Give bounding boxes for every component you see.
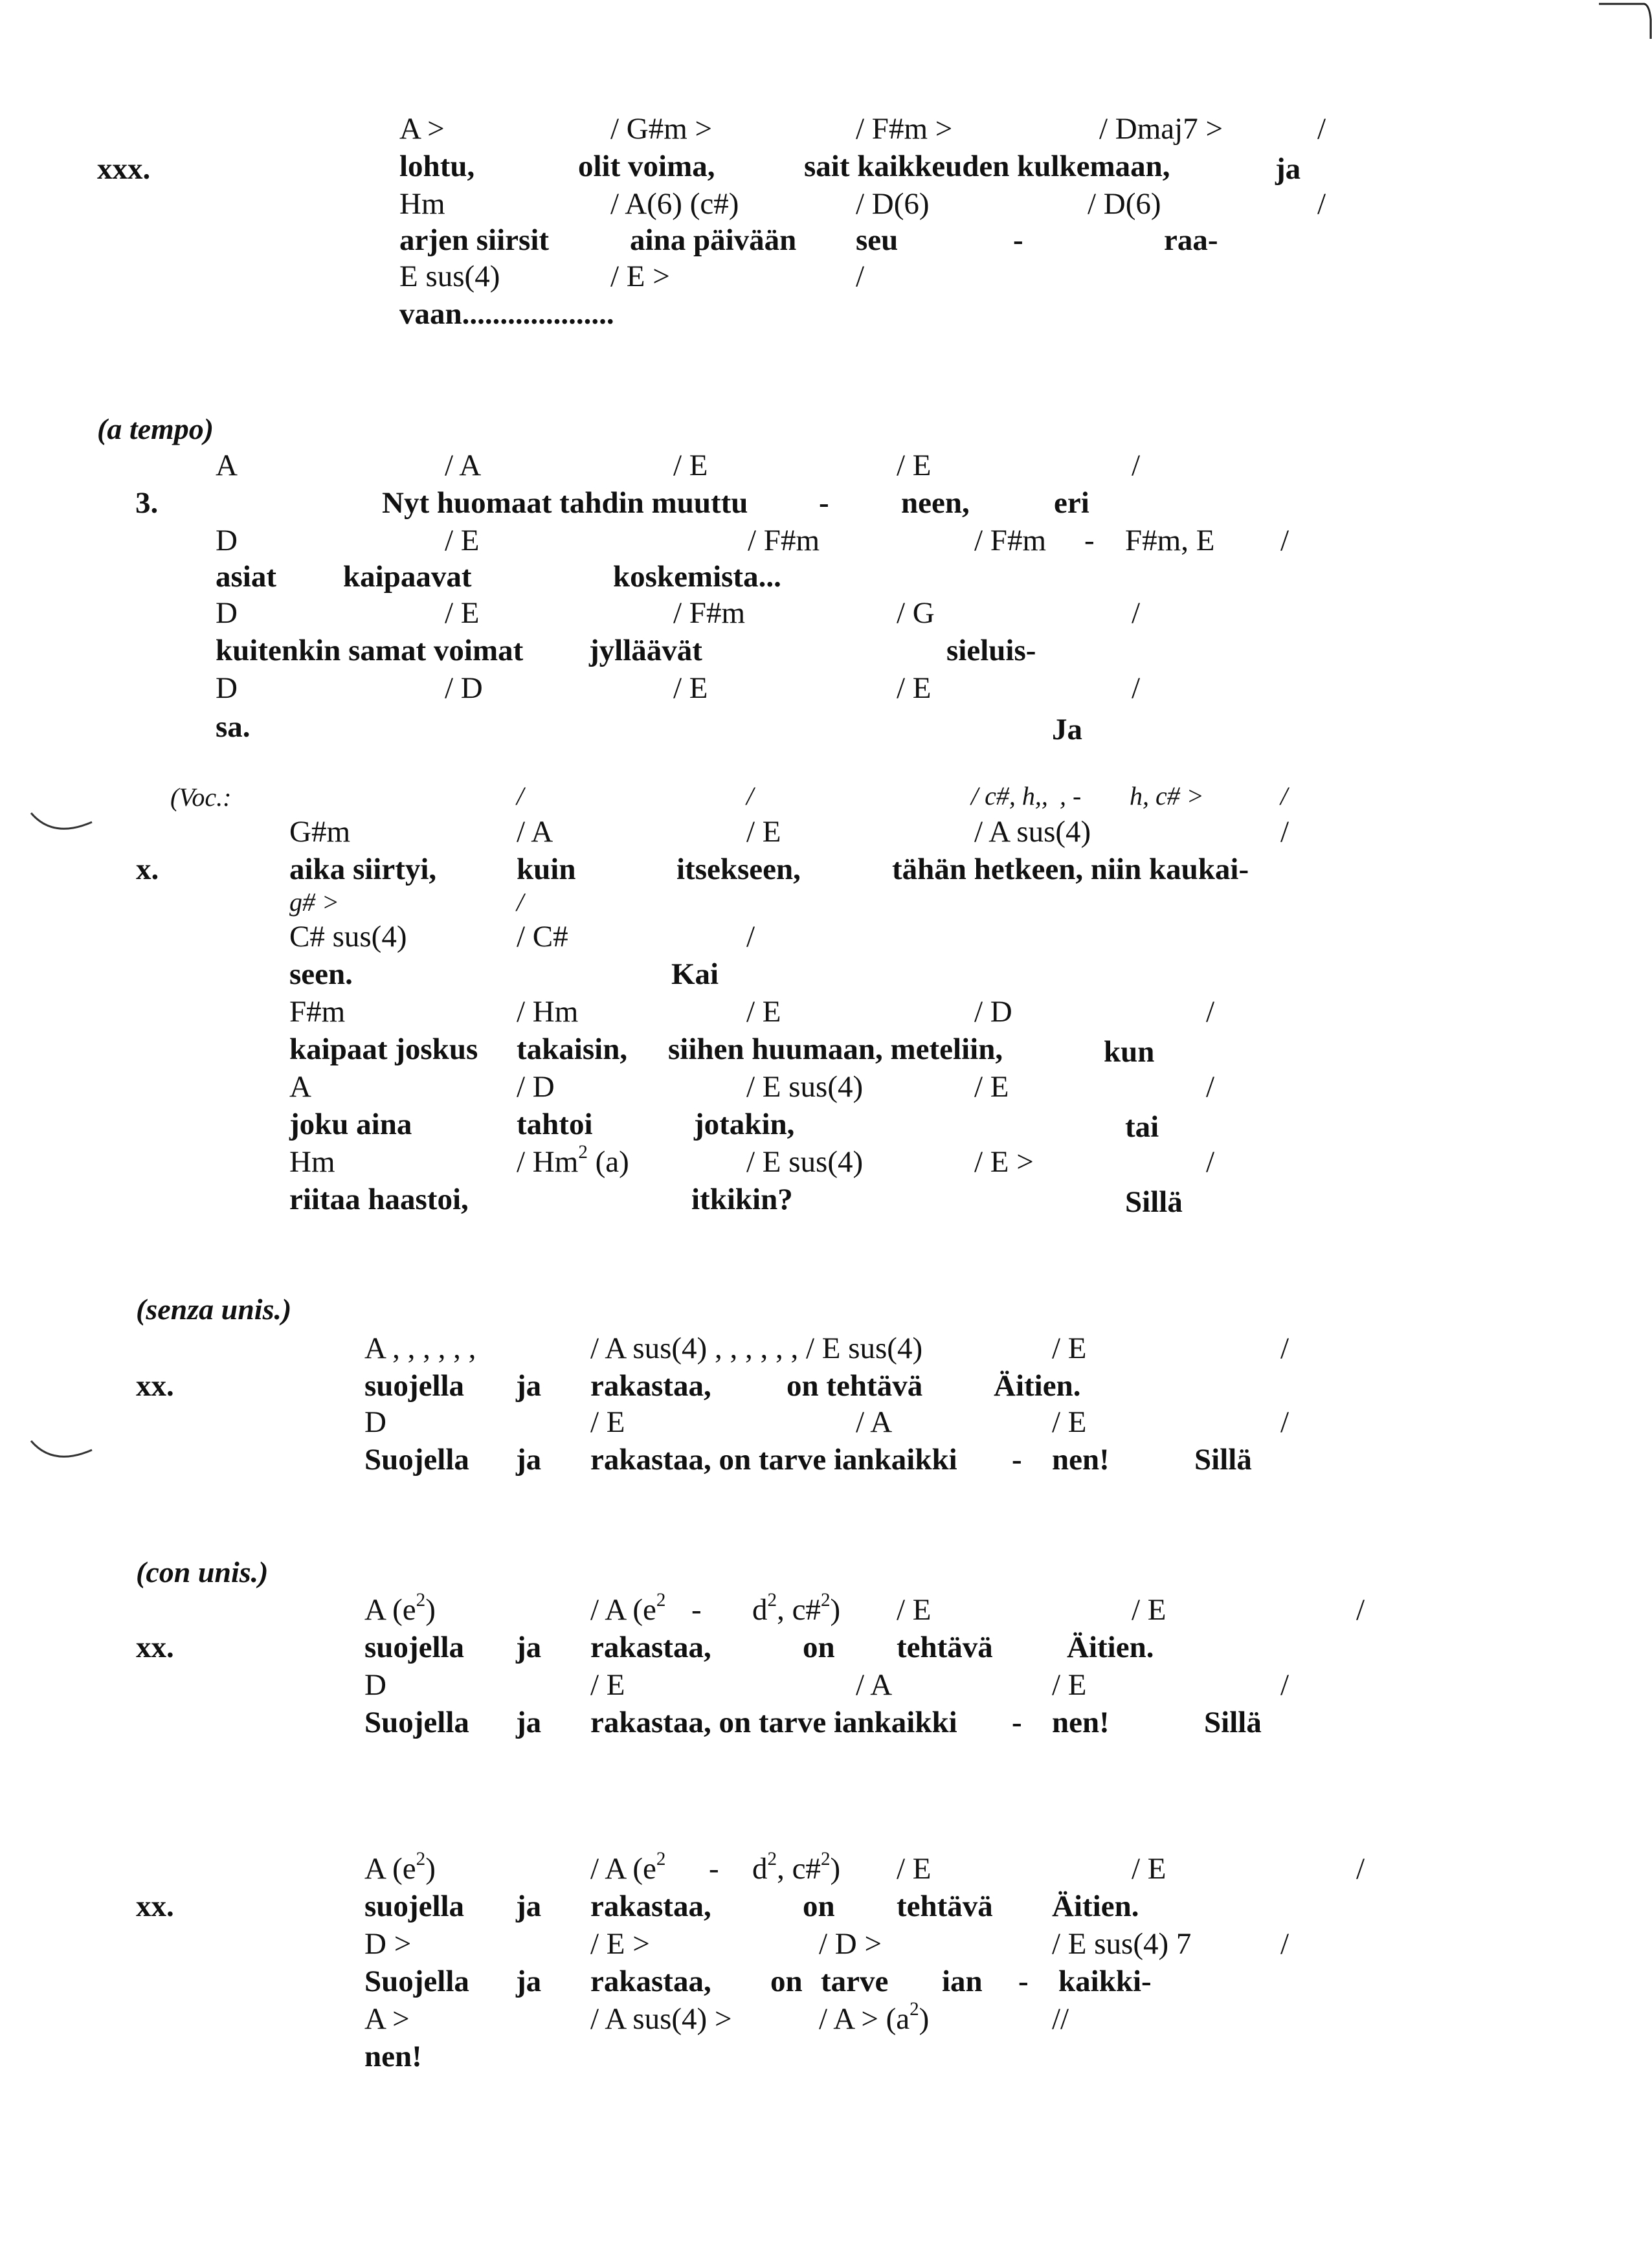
chord: / E sus(4) 7 bbox=[1052, 1927, 1192, 1961]
chord: / A sus(4) bbox=[974, 815, 1091, 849]
lyric: kaipaat joskus bbox=[289, 1032, 478, 1066]
lyric: rakastaa, bbox=[590, 1631, 711, 1664]
lyric: takaisin, bbox=[517, 1032, 628, 1066]
lyric: Suojella bbox=[364, 1965, 469, 1998]
chord: / A ($e^2$ bbox=[590, 1589, 666, 1627]
chord: / A sus(4) , , , , , , / E sus(4) bbox=[590, 1332, 923, 1365]
lyric: asiat bbox=[216, 560, 276, 594]
lyric: rakastaa, on tarve iankaikki bbox=[590, 1706, 957, 1739]
chord: / E bbox=[1132, 1852, 1166, 1886]
bar-line: / bbox=[1206, 1070, 1215, 1104]
chord: / E sus(4) bbox=[746, 1145, 864, 1179]
chord: / E bbox=[1052, 1668, 1087, 1702]
lyric: seu bbox=[856, 223, 899, 257]
pencil-tie-mark bbox=[27, 808, 98, 840]
bar-line: / bbox=[1280, 1668, 1289, 1702]
chord: F#m, E bbox=[1125, 524, 1215, 557]
lyric: aina päivään bbox=[630, 223, 797, 257]
chord: F#m bbox=[289, 995, 346, 1029]
lyric: nen! bbox=[1052, 1443, 1110, 1477]
tempo-heading: (a tempo) bbox=[97, 412, 214, 445]
lyric: Sillä bbox=[1204, 1706, 1262, 1739]
voice-notes: / c#, h,, bbox=[971, 781, 1048, 810]
chord: / $A > (a^2)$ bbox=[819, 1998, 930, 2036]
lyric: seen. bbox=[289, 957, 353, 991]
bar-line: / bbox=[1132, 449, 1141, 482]
lyric: on bbox=[803, 1890, 835, 1923]
chord: G#m bbox=[289, 815, 350, 849]
lyric: itkikin? bbox=[691, 1183, 793, 1216]
lyric: kun bbox=[1104, 1035, 1155, 1069]
lyric-hyphen: - bbox=[1012, 1706, 1022, 1739]
voice-bar-line: / bbox=[517, 887, 524, 917]
chord: A bbox=[289, 1070, 311, 1104]
voice-notes: g# > bbox=[289, 887, 339, 917]
lyric: sieluis- bbox=[946, 634, 1036, 667]
lyric: neen, bbox=[901, 486, 970, 520]
chord: C# sus(4) bbox=[289, 920, 407, 953]
chord: / F#m > bbox=[856, 112, 953, 146]
bar-line: / bbox=[1132, 596, 1141, 630]
lyric-hyphen: - bbox=[1013, 223, 1023, 257]
chord: / A(6) (c#) bbox=[610, 187, 739, 221]
chord: / A bbox=[856, 1405, 893, 1439]
lyric: nen! bbox=[1052, 1706, 1110, 1739]
voice-bar-line: / bbox=[746, 781, 754, 810]
lyric: koskemista... bbox=[613, 560, 781, 594]
lyric: on bbox=[803, 1631, 835, 1664]
lyric-hyphen: - bbox=[819, 486, 829, 520]
chord: A , , , , , , bbox=[364, 1332, 476, 1365]
bar-line: / bbox=[1280, 524, 1289, 557]
chord: Hm bbox=[399, 187, 445, 221]
bar-line: / bbox=[1206, 995, 1215, 1029]
lyric: eri bbox=[1054, 486, 1089, 520]
lyric: riitaa haastoi, bbox=[289, 1183, 469, 1216]
final-bar-line: // bbox=[1052, 2002, 1069, 2036]
lyric: kuitenkin samat voimat bbox=[216, 634, 524, 667]
voice-bar-line: / bbox=[1280, 781, 1288, 810]
chord: / F#m bbox=[673, 596, 746, 630]
lyric: raa- bbox=[1164, 223, 1218, 257]
chord: E sus(4) bbox=[399, 260, 500, 293]
chord: D bbox=[364, 1405, 386, 1439]
chord: / F#m bbox=[974, 524, 1047, 557]
section-heading: (con unis.) bbox=[136, 1555, 269, 1589]
voice-notes: h, c# > bbox=[1130, 781, 1204, 810]
verse-marker: xx. bbox=[136, 1369, 174, 1403]
lyric: Sillä bbox=[1194, 1443, 1252, 1477]
lyric-hyphen: - bbox=[1012, 1443, 1022, 1477]
chord: D bbox=[364, 1668, 386, 1702]
lyric-hyphen: - bbox=[1018, 1965, 1029, 1998]
lyric: ja bbox=[516, 1443, 542, 1477]
lyric: Äitien. bbox=[994, 1369, 1081, 1403]
lyric: ja bbox=[516, 1890, 542, 1923]
chord: / E bbox=[445, 524, 480, 557]
lyric: rakastaa, on tarve iankaikki bbox=[590, 1443, 957, 1477]
chord: / E > bbox=[974, 1145, 1034, 1179]
bar-line: / bbox=[1280, 815, 1289, 849]
lyric: rakastaa, bbox=[590, 1369, 711, 1403]
voice-notes: , - bbox=[1060, 781, 1082, 810]
chord: A $(e^2)$ bbox=[364, 1589, 436, 1627]
voice-label: (Voc.: bbox=[170, 783, 232, 812]
chord: / D bbox=[517, 1070, 555, 1104]
lyric: kaikki- bbox=[1058, 1965, 1152, 1998]
lyric: tarve bbox=[821, 1965, 889, 1998]
chord: / A bbox=[445, 449, 482, 482]
bar-line: / bbox=[746, 920, 755, 953]
pencil-tie-mark-2 bbox=[27, 1436, 98, 1468]
chord: / D(6) bbox=[856, 187, 930, 221]
chord: / E bbox=[897, 1593, 932, 1627]
lyric: Sillä bbox=[1125, 1185, 1183, 1219]
verse-marker: xxx. bbox=[97, 152, 151, 186]
section-heading: (senza unis.) bbox=[136, 1293, 292, 1326]
chord: A > bbox=[399, 112, 445, 146]
lyric: itsekseen, bbox=[676, 853, 801, 886]
bar-line: / bbox=[1356, 1852, 1365, 1886]
chord: / E bbox=[590, 1405, 625, 1439]
chord: / E bbox=[1132, 1593, 1166, 1627]
lyric: ja bbox=[516, 1965, 542, 1998]
verse-marker: x. bbox=[136, 853, 159, 886]
chord: A $(e^2)$ bbox=[364, 1848, 436, 1886]
chord: / D(6) bbox=[1088, 187, 1161, 221]
chord: A bbox=[216, 449, 238, 482]
chord: / E > bbox=[610, 260, 670, 293]
lyric: Äitien. bbox=[1067, 1631, 1154, 1664]
chord: / F#m bbox=[748, 524, 820, 557]
chord: $d^2$, c#$^2$) bbox=[752, 1848, 841, 1886]
chord: / G bbox=[897, 596, 935, 630]
lyric: ja bbox=[1275, 152, 1301, 186]
chord-hyphen: - bbox=[691, 1593, 702, 1627]
chord: D bbox=[216, 524, 238, 557]
lyric: aika siirtyi, bbox=[289, 853, 437, 886]
bar-line: / bbox=[1206, 1145, 1215, 1179]
chord: D bbox=[216, 596, 238, 630]
lyric: kuin bbox=[517, 853, 576, 886]
lyric: tahtoi bbox=[517, 1108, 593, 1141]
chord: / E bbox=[897, 1852, 932, 1886]
chord: / E sus(4) bbox=[746, 1070, 864, 1104]
lyric: suojella bbox=[364, 1631, 465, 1664]
chord: A > bbox=[364, 2002, 410, 2036]
verse-marker: xx. bbox=[136, 1890, 174, 1923]
lyric: olit voima, bbox=[578, 150, 715, 183]
chord: / Hm bbox=[517, 995, 579, 1029]
lyric: tai bbox=[1125, 1110, 1159, 1144]
lyric: sa. bbox=[216, 710, 251, 744]
chord: / E bbox=[445, 596, 480, 630]
lyric: ian bbox=[942, 1965, 983, 1998]
lyric: kaipaavat bbox=[343, 560, 472, 594]
bar-line: / bbox=[856, 260, 865, 293]
lyric: Äitien. bbox=[1052, 1890, 1139, 1923]
chord: / G#m > bbox=[610, 112, 713, 146]
lyric: siihen huumaan, meteliin, bbox=[668, 1032, 1003, 1066]
lyric: ja bbox=[516, 1706, 542, 1739]
bar-line: / bbox=[1132, 671, 1141, 705]
chord: / A sus(4) > bbox=[590, 2002, 732, 2036]
chord: / E bbox=[673, 449, 708, 482]
chord: / Dmaj7 > bbox=[1099, 112, 1223, 146]
lyric: Ja bbox=[1052, 713, 1082, 746]
lyric: arjen siirsit bbox=[399, 223, 550, 257]
lyric: Nyt huomaat tahdin muuttu bbox=[382, 486, 748, 520]
lyric: ja bbox=[516, 1631, 542, 1664]
lyric: rakastaa, bbox=[590, 1965, 711, 1998]
chord: / D bbox=[445, 671, 483, 705]
lyric: tehtävä bbox=[897, 1631, 993, 1664]
bar-line: / bbox=[1280, 1927, 1289, 1961]
chord: / E bbox=[1052, 1405, 1087, 1439]
lyric: Suojella bbox=[364, 1706, 469, 1739]
chord: / A bbox=[517, 815, 553, 849]
lyric: vaan.................... bbox=[399, 297, 614, 331]
chord: Hm bbox=[289, 1145, 335, 1179]
lyric: on bbox=[770, 1965, 803, 1998]
lyric: tehtävä bbox=[897, 1890, 993, 1923]
chord-hyphen: - bbox=[709, 1852, 719, 1886]
lyric: Kai bbox=[671, 957, 719, 991]
page-edge-mark bbox=[1599, 0, 1652, 39]
lyric: Suojella bbox=[364, 1443, 469, 1477]
lyric: jotakin, bbox=[694, 1108, 795, 1141]
chord: D > bbox=[364, 1927, 412, 1961]
chord: / E bbox=[746, 995, 781, 1029]
chord: / E bbox=[673, 671, 708, 705]
lyric: on tehtävä bbox=[787, 1369, 923, 1403]
chord: / D > bbox=[819, 1927, 882, 1961]
lyric: joku aina bbox=[289, 1108, 412, 1141]
chord: / E > bbox=[590, 1927, 650, 1961]
lyric: jylläävät bbox=[589, 634, 702, 667]
chord: $d^2$, c#$^2$) bbox=[752, 1589, 841, 1627]
lyric: suojella bbox=[364, 1369, 465, 1403]
bar-line: / bbox=[1356, 1593, 1365, 1627]
bar-line: / bbox=[1317, 112, 1326, 146]
lyric: nen! bbox=[364, 2040, 422, 2073]
verse-marker: 3. bbox=[135, 486, 159, 520]
chord: / D bbox=[974, 995, 1012, 1029]
lyric: ja bbox=[516, 1369, 542, 1403]
lyric: lohtu, bbox=[399, 150, 475, 183]
chord: / A bbox=[856, 1668, 893, 1702]
lyric: tähän hetkeen, niin kaukai- bbox=[892, 853, 1249, 886]
lyric: rakastaa, bbox=[590, 1890, 711, 1923]
bar-line: / bbox=[1280, 1332, 1289, 1365]
verse-marker: xx. bbox=[136, 1631, 174, 1664]
chord: / Hm$^2$ (a) bbox=[517, 1141, 629, 1179]
chord: D bbox=[216, 671, 238, 705]
bar-line: / bbox=[1280, 1405, 1289, 1439]
chord: / E bbox=[974, 1070, 1009, 1104]
chord: / E bbox=[897, 671, 932, 705]
chord: / E bbox=[590, 1668, 625, 1702]
chord: / E bbox=[897, 449, 932, 482]
chord: / A ($e^2$ bbox=[590, 1848, 666, 1886]
chord: / E bbox=[746, 815, 781, 849]
lyric: suojella bbox=[364, 1890, 465, 1923]
bar-line: / bbox=[1317, 187, 1326, 221]
chord: / E bbox=[1052, 1332, 1087, 1365]
voice-bar-line: / bbox=[517, 781, 524, 810]
chord-hyphen: - bbox=[1084, 524, 1095, 557]
lyric: sait kaikkeuden kulkemaan, bbox=[804, 150, 1170, 183]
chord: / C# bbox=[517, 920, 568, 953]
